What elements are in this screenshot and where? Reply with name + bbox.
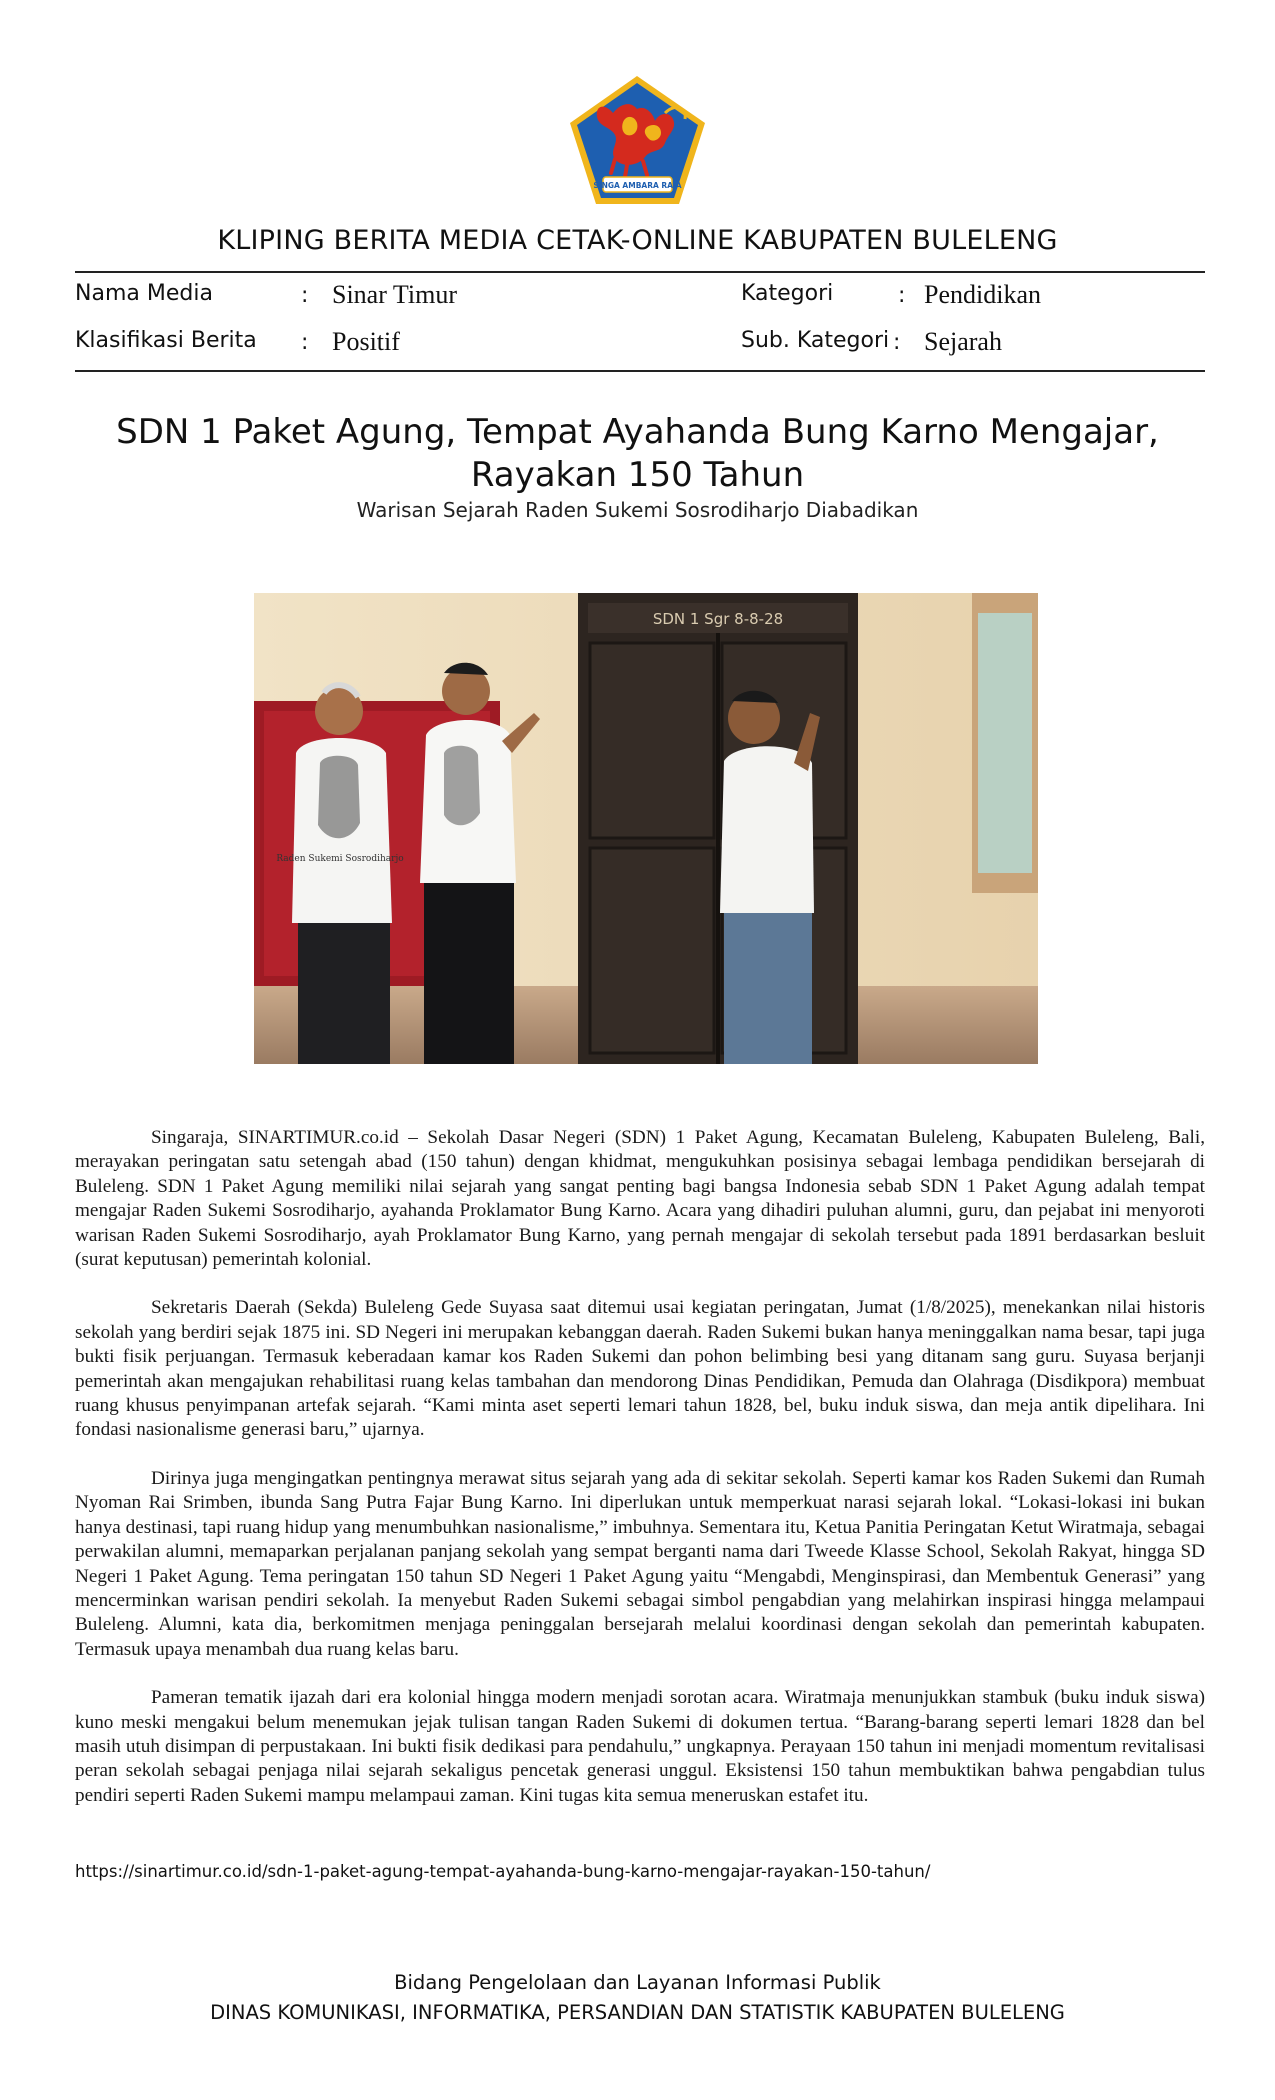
headline-line-2: Rayakan 150 Tahun xyxy=(470,455,805,495)
shirt-print-left: Raden Sukemi Sosrodiharjo xyxy=(276,854,404,864)
buleleng-emblem-logo xyxy=(565,73,710,208)
kategori-label: Kategori xyxy=(741,281,834,306)
sub-kategori-label: Sub. Kategori xyxy=(741,328,890,353)
clipping-title: KLIPING BERITA MEDIA CETAK-ONLINE KABUPATEN BULELENG xyxy=(217,225,1058,256)
klasifikasi-value: Positif xyxy=(332,327,400,356)
header-divider xyxy=(75,271,1205,273)
klasifikasi-label: Klasifikasi Berita xyxy=(75,328,257,353)
nama-media-label: Nama Media xyxy=(75,281,213,306)
headline-line-1: SDN 1 Paket Agung, Tempat Ayahanda Bung Karno Mengajar, xyxy=(116,412,1159,452)
article-paragraph-4: Pameran tematik ijazah dari era kolonial hingga modern menjadi sorotan acara. Wiratmaja menunjukkan stambuk (buku induk siswa) kuno meski mengakui belum menemukan jejak tulisan tangan Raden Sukemi di dokumen tertua. “Barang-barang seperti lemari 1828 dan bel masih utuh disimpan di perpustakaan. Ini bukti fisik dedikasi para pendahulu,” ungkapnya. Perayaan 150 tahun ini menjadi momentum revitalisasi peran sekolah sebagai penjaga nilai sejarah sekaligus pencetak generasi unggul. Eksistensi 150 tahun membuktikan bahwa pengabdian tulus pendiri seperti Raden Sukemi mampu melampaui zaman. Kini tugas kita semua meneruskan estafet itu. xyxy=(75,1687,1205,1806)
kategori-colon: : xyxy=(898,283,906,308)
footer-department: Bidang Pengelolaan dan Layanan Informasi Publik xyxy=(394,1971,881,1994)
article-photo xyxy=(254,593,1038,1064)
door-label: SDN 1 Sgr 8-8-28 xyxy=(652,610,784,628)
meta-divider xyxy=(75,370,1205,372)
kategori-value: Pendidikan xyxy=(924,280,1041,309)
article-subheadline: Warisan Sejarah Raden Sukemi Sosrodiharjo Diabadikan xyxy=(356,498,919,522)
sub-kategori-value: Sejarah xyxy=(924,327,1002,356)
nama-media-value: Sinar Timur xyxy=(332,280,457,309)
article-headline xyxy=(0,411,1275,497)
source-url-link[interactable]: https://sinartimur.co.id/sdn-1-paket-agung-tempat-ayahanda-bung-karno-mengajar-rayakan-150-tahun/ xyxy=(75,1862,931,1881)
emblem-motto: SINGA AMBARA RAJA xyxy=(593,181,682,190)
article-paragraph-3: Dirinya juga mengingatkan pentingnya merawat situs sejarah yang ada di sekitar sekolah. Seperti kamar kos Raden Sukemi dan Rumah Nyoman Rai Srimben, ibunda Sang Putra Fajar Bung Karno. Ini diperlukan untuk memperkuat narasi sejarah lokal. “Lokasi-lokasi ini bukan hanya destinasi, tapi ruang hidup yang menumbuhkan nasionalisme,” imbuhnya. Sementara itu, Ketua Panitia Peringatan Ketut Wiratmaja, sebagai perwakilan alumni, memaparkan perjalanan panjang sekolah yang sempat berganti nama dari Tweede Klasse School, Sekolah Rakyat, hingga SD Negeri 1 Paket Agung. Tema peringatan 150 tahun SD Negeri 1 Paket Agung yaitu “Mengabdi, Menginspirasi, dan Membentuk Generasi” yang mencerminkan warisan pendiri sekolah. Ia menyebut Raden Sukemi sebagai simbol pengabdian yang melahirkan inspirasi hingga melampaui Buleleng. Alumni, kata dia, berkomitmen menjaga peninggalan bersejarah melalui koordinasi dengan sekolah dan pemerintah kabupaten. Termasuk upaya menambah dua ruang kelas baru. xyxy=(75,1467,1205,1660)
article-body xyxy=(75,1126,1205,1832)
sub-kategori-colon: : xyxy=(893,330,901,355)
nama-media-colon: : xyxy=(301,283,309,308)
article-paragraph-1: Singaraja, SINARTIMUR.co.id – Sekolah Dasar Negeri (SDN) 1 Paket Agung, Kecamatan Buleleng, Kabupaten Buleleng, Bali, merayakan peringatan satu setengah abad (150 tahun) dengan khidmat, mengukuhkan posisinya sebagai lembaga pendidikan bersejarah di Buleleng. SDN 1 Paket Agung memiliki nilai sejarah yang sangat penting bagi bangsa Indonesia sebab SDN 1 Paket Agung adalah tempat mengajar Raden Sukemi Sosrodiharjo, ayahanda Proklamator Bung Karno. Acara yang dihadiri puluhan alumni, guru, dan pejabat ini menyoroti warisan Raden Sukemi Sosrodiharjo, ayah Proklamator Bung Karno, yang pernah mengajar di sekolah tersebut pada 1891 berdasarkan besluit (surat keputusan) pemerintah kolonial. xyxy=(75,1127,1205,1271)
klasifikasi-colon: : xyxy=(301,330,309,355)
footer-agency: DINAS KOMUNIKASI, INFORMATIKA, PERSANDIAN DAN STATISTIK KABUPATEN BULELENG xyxy=(210,2001,1065,2024)
article-paragraph-2: Sekretaris Daerah (Sekda) Buleleng Gede Suyasa saat ditemui usai kegiatan peringatan, Jumat (1/8/2025), menekankan nilai historis sekolah yang berdiri sejak 1875 ini. SD Negeri ini merupakan kebanggan daerah. Raden Sukemi bukan hanya meninggalkan nama besar, tapi juga bukti fisik perjuangan. Termasuk keberadaan kamar kos Raden Sukemi dan pohon belimbing besi yang ditanam sang guru. Suyasa berjanji pemerintah akan mengajukan rehabilitasi ruang kelas tambahan dan mendorong Dinas Pendidikan, Pemuda dan Olahraga (Disdikpora) membuat ruang khusus penyimpanan artefak sejarah. “Kami minta aset seperti lemari tahun 1828, bel, buku induk siswa, dan meja antik dipelihara. Ini fondasi nasionalisme generasi baru,” ujarnya. xyxy=(75,1297,1205,1441)
